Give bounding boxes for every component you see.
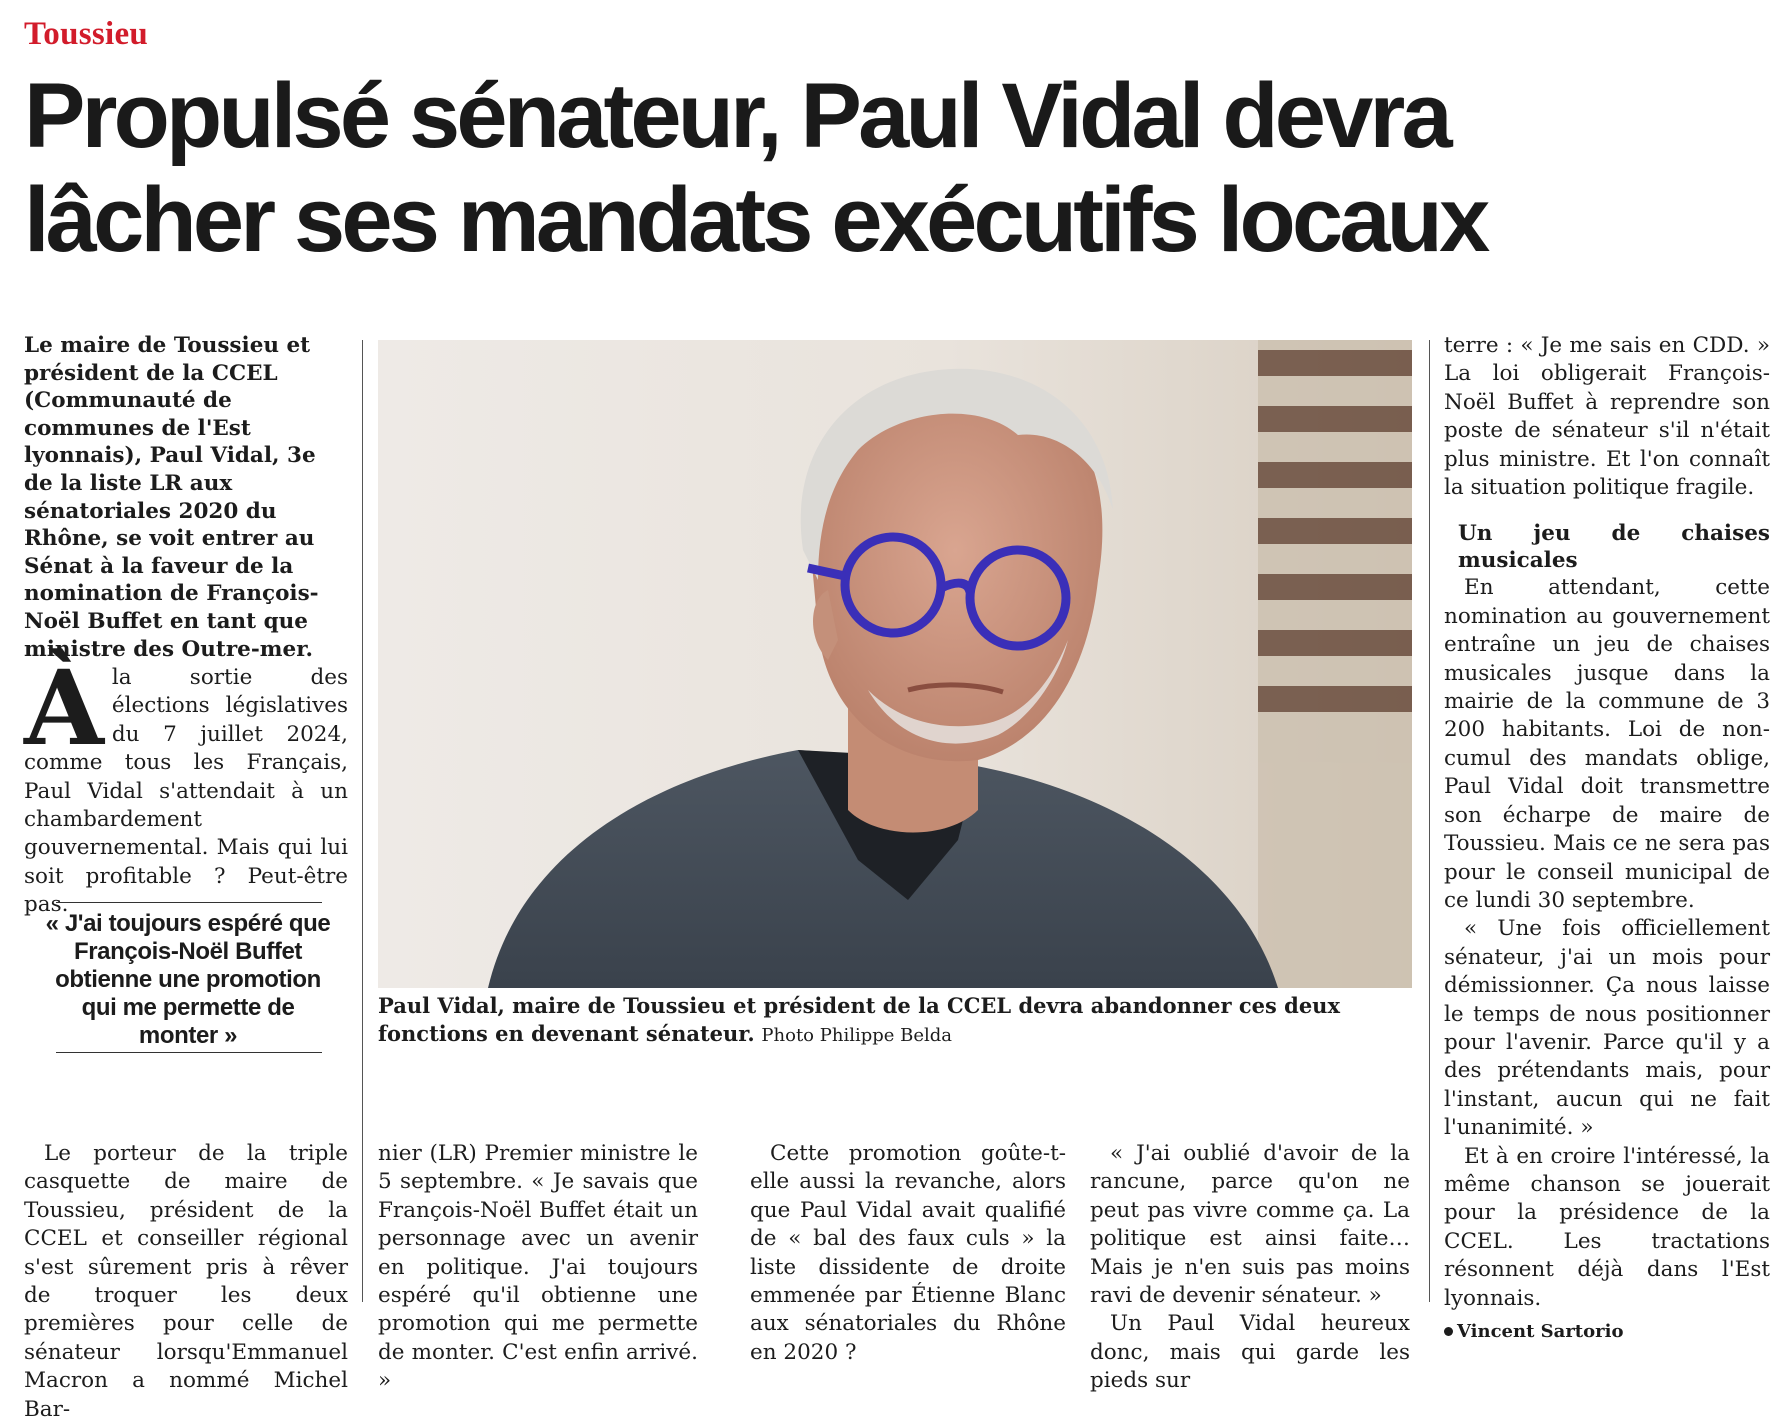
headline: [24, 64, 1764, 272]
body-column-right: [1444, 332, 1770, 1346]
column-divider-left: [362, 340, 363, 1302]
body-column-3-text: Cette promotion goûte-t-elle aussi la revanche, alors que Paul Vidal avait qualifié de « bal des faux culs » la liste dissidente de droite emmenée par Étienne Blanc aux sénatoriales du Rhône en 2020 ?: [750, 1141, 1066, 1365]
subheading: Un jeu de chaises musicales: [1458, 521, 1770, 574]
right-column-text-3: « Une fois officiellement sénateur, j'ai un mois pour démissionner. Ça nous laisse le temps de nous positionner pour l'avenir. Parce qu'il y a des prétendants mais, pour l'instant, aucun qui ne fait l'unanimité. »: [1444, 916, 1770, 1141]
right-column-text-2: En attendant, cette nomination au gouvernement entraîne un jeu de chaises musicales jusque dans la mairie de la commune de 3 200 habitants. Loi de non-cumul des mandats oblige, Paul Vidal doit transmettre son écharpe de maire de Toussieu. Mais ce ne sera pas pour le conseil municipal de ce lundi 30 septembre.: [1444, 575, 1770, 913]
right-column-text-1: terre : « Je me sais en CDD. » La loi obligerait François-Noël Buffet à reprendre son poste de sénateur s'il n'était plus ministre. Et l'on connaît la situation politique fragile.: [1444, 333, 1770, 501]
body-column-3: [750, 1140, 1066, 1367]
body-column-4-text-1: « J'ai oublié d'avoir de la rancune, parce qu'on ne peut pas vivre comme ça. La politique est ainsi faite… Mais je n'en suis pas moins ravi de devenir sénateur. »: [1090, 1141, 1410, 1309]
headline-line-1: Propulsé sénateur, Paul Vidal devra: [24, 65, 1449, 167]
bullet-icon: [1444, 1327, 1453, 1336]
body-column-2: [378, 1140, 698, 1396]
portrait-photo-illustration: [378, 340, 1412, 988]
portrait-photo: [378, 340, 1412, 988]
byline: [1444, 1317, 1770, 1346]
headline-line-2: lâcher ses mandats exécutifs locaux: [24, 169, 1487, 271]
body-column-1: [24, 1140, 348, 1424]
author-name: Vincent Sartorio: [1457, 1321, 1624, 1342]
intro-paragraph: [24, 648, 348, 920]
body-column-2-text: nier (LR) Premier ministre le 5 septembre. « Je savais que François-Noël Buffet était un personnage avec un avenir en politique. J'ai toujours espéré qu'il obtienne une promotion qui me permette de monter. C'est enfin arrivé. »: [378, 1141, 698, 1394]
body-column-4-text-2: Un Paul Vidal heureux donc, mais qui garde les pieds sur: [1090, 1311, 1410, 1394]
photo-caption: [378, 992, 1412, 1049]
column-divider-right: [1429, 340, 1430, 1302]
pullquote-rule-bottom: [56, 1052, 322, 1053]
photo-credit: Photo Philippe Belda: [761, 1025, 953, 1046]
body-column-4: [1090, 1140, 1410, 1396]
pull-quote: « J'ai toujours espéré que François-Noël Buffet obtienne une promotion qui me permette de monter »: [45, 910, 331, 1049]
window-blinds: [1258, 340, 1412, 988]
intro-text: la sortie des élections législatives du 7 juillet 2024, comme tous les Français, Paul Vidal s'attendait à un chambardement gouvernemental. Mais qui lui soit profitable ? Peut-être pas.: [24, 665, 348, 918]
drop-cap: À: [24, 648, 104, 769]
standfirst: Le maire de Toussieu et président de la CCEL (Communauté de communes de l'Est lyonnais), Paul Vidal, 3e de la liste LR aux sénatoriales 2020 du Rhône, se voit entrer au Sénat à la faveur de la nomination de François-Noël Buffet en tant que ministre des Outre-mer.: [24, 333, 319, 662]
caption-text: Paul Vidal, maire de Toussieu et président de la CCEL devra abandonner ces deux fonctions en devenant sénateur.: [378, 993, 1340, 1046]
section-rubric: Toussieu: [24, 16, 149, 52]
pullquote-rule-top: [56, 902, 322, 903]
body-column-1-text: Le porteur de la triple casquette de maire de Toussieu, président de la CCEL et conseiller régional s'est sûrement pris à rêver de troquer les deux premières pour celle de sénateur lorsqu'Emmanuel Macron a nommé Michel Bar-: [24, 1141, 348, 1422]
right-column-text-4: Et à en croire l'intéressé, la même chanson se jouerait pour la présidence de la CCEL. Les tractations résonnent déjà dans l'Est lyonnais.: [1444, 1143, 1770, 1311]
